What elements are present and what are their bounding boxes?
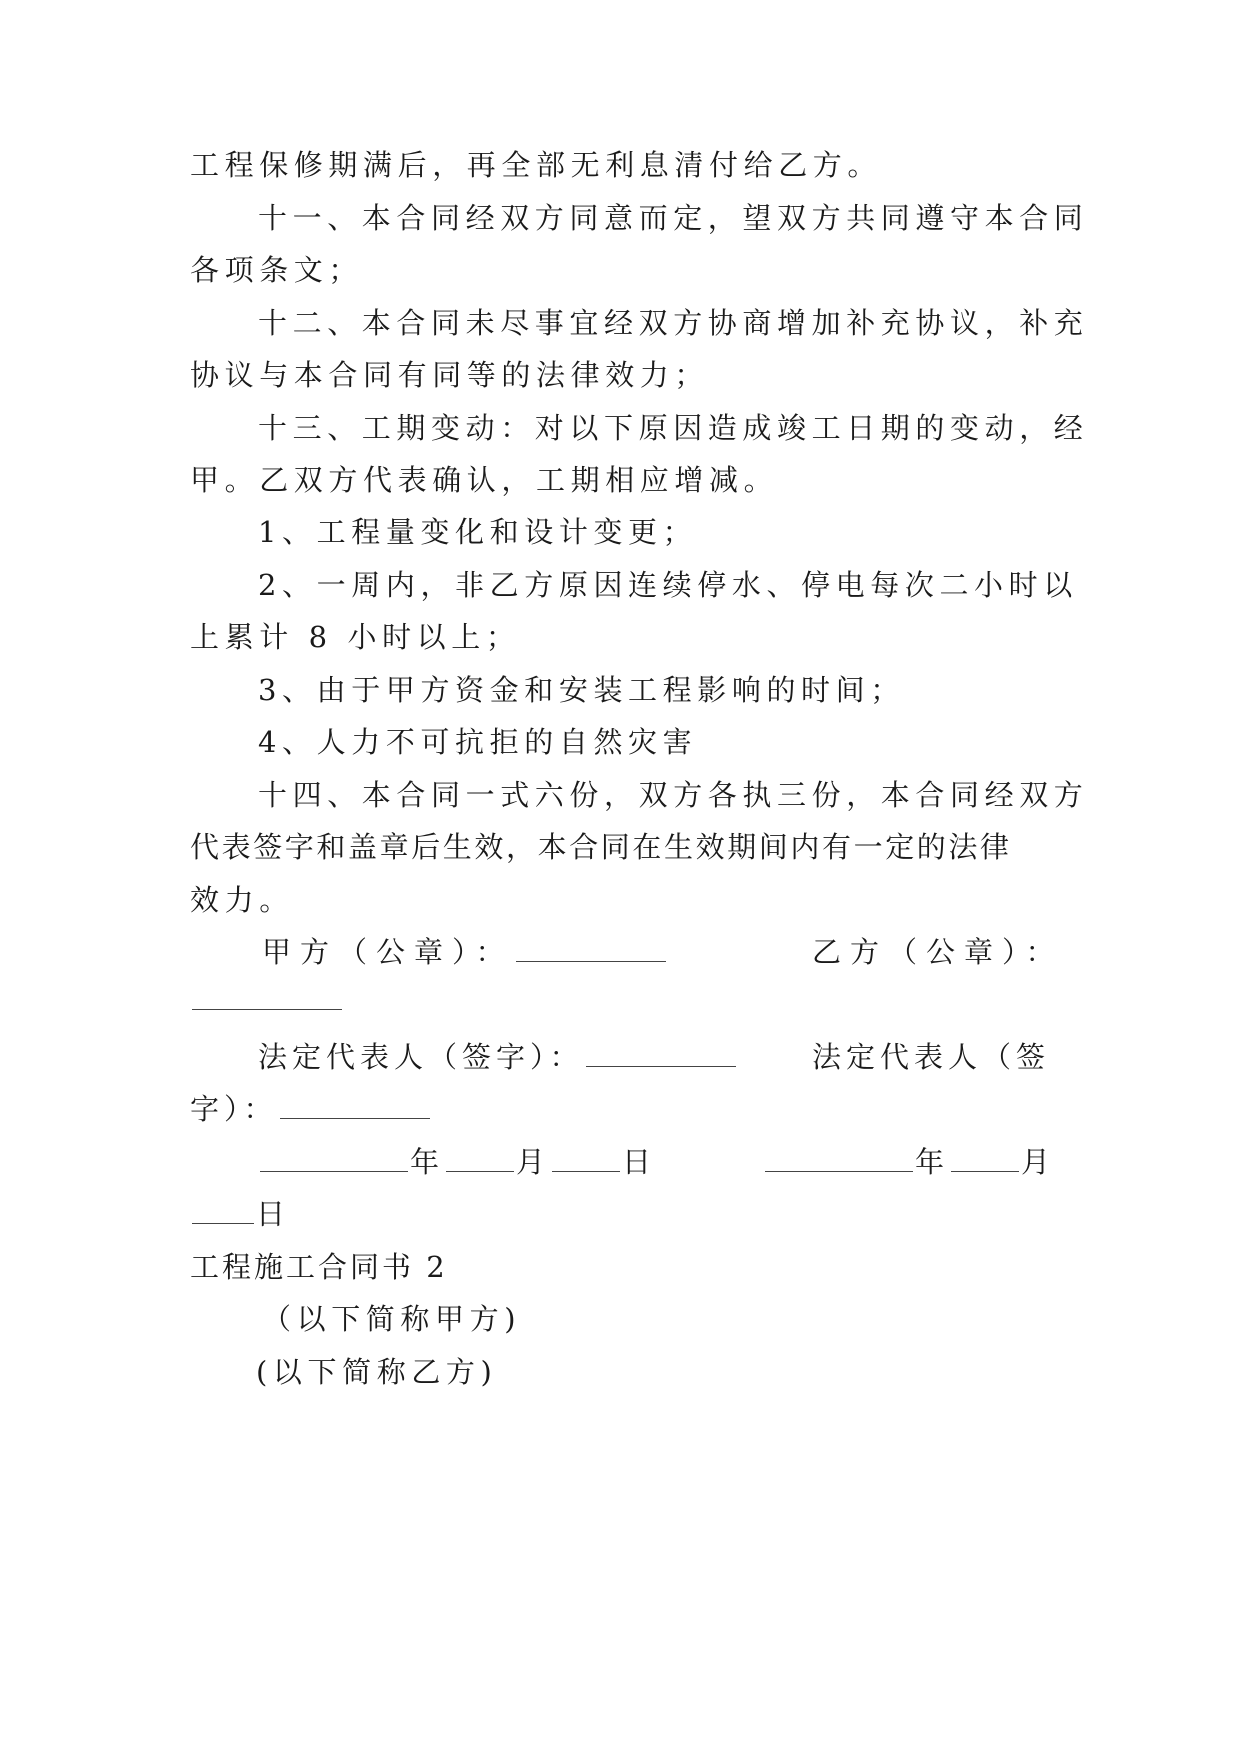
list-item-3: 3、由于甲方资金和安装工程影响的时间； (258, 673, 905, 707)
party-b-seal-label: 乙方（公章）： (812, 935, 1064, 969)
party-b-seal-blank (192, 1008, 342, 1010)
clause-thirteen-line-1: 十三、工期变动：对以下原因造成竣工日期的变动，经 (258, 411, 1089, 445)
list-item-4: 4、人力不可抗拒的自然灾害 (258, 725, 698, 759)
date-b-month: 月 (1021, 1145, 1056, 1179)
rep-b-blank (280, 1117, 430, 1119)
date-b-day: 日 (256, 1197, 291, 1231)
clause-thirteen-line-2: 甲。乙双方代表确认，工期相应增减。 (190, 463, 779, 497)
rep-b-label-part2: 字）： (190, 1092, 278, 1126)
list-item-1: 1、工程量变化和设计变更； (258, 515, 698, 549)
party-b-seal-blank-line (190, 980, 344, 1020)
clause-fourteen-line-1: 十四、本合同一式六份，双方各执三份，本合同经双方 (258, 778, 1089, 812)
clause-twelve-line-2: 协议与本合同有同等的法律效力； (190, 358, 710, 392)
rep-a-label: 法定代表人（签字）： (258, 1040, 584, 1074)
rep-a-blank (586, 1065, 736, 1067)
date-b-year-blank (765, 1170, 913, 1172)
date-a-day-blank (552, 1170, 620, 1172)
contract-2-party-b: (以下简称乙方) (256, 1355, 498, 1389)
party-a-seal-label: 甲方（公章）： (262, 935, 514, 969)
rep-b-label-part1: 法定代表人（签 (812, 1040, 1051, 1074)
rep-a (258, 1037, 738, 1077)
contract-2-party-a: （以下简称甲方) (262, 1302, 522, 1336)
date-b-day-line (190, 1194, 290, 1234)
clause-eleven-line-1: 十一、本合同经双方同意而定，望双方共同遵守本合同 (258, 201, 1089, 235)
rep-b (190, 1089, 432, 1129)
date-a (258, 1142, 656, 1182)
list-item-2-line-1: 2、一周内，非乙方原因连续停水、停电每次二小时以 (258, 568, 1078, 602)
date-b-month-blank (951, 1170, 1019, 1172)
party-a-seal-blank (516, 960, 666, 962)
date-a-year-blank (260, 1170, 408, 1172)
paragraph-line: 工程保修期满后，再全部无利息清付给乙方。 (190, 148, 883, 182)
clause-fourteen-line-3: 效力。 (190, 883, 294, 917)
date-b-day-blank (192, 1222, 254, 1224)
contract-2-title: 工程施工合同书 2 (190, 1250, 448, 1284)
date-b (763, 1142, 1055, 1182)
date-a-month: 月 (516, 1145, 551, 1179)
clause-eleven-line-2: 各项条文； (190, 253, 364, 287)
clause-twelve-line-1: 十二、本合同未尽事宜经双方协商增加补充协议，补充 (258, 306, 1089, 340)
list-item-2-line-2: 上累计 8 小时以上； (190, 620, 521, 654)
party-a-seal (262, 932, 668, 972)
date-a-day: 日 (622, 1145, 657, 1179)
date-a-month-blank (446, 1170, 514, 1172)
date-b-year: 年 (915, 1145, 950, 1179)
clause-fourteen-line-2: 代表签字和盖章后生效，本合同在生效期间内有一定的法律 (190, 830, 1012, 864)
date-a-year: 年 (410, 1145, 445, 1179)
